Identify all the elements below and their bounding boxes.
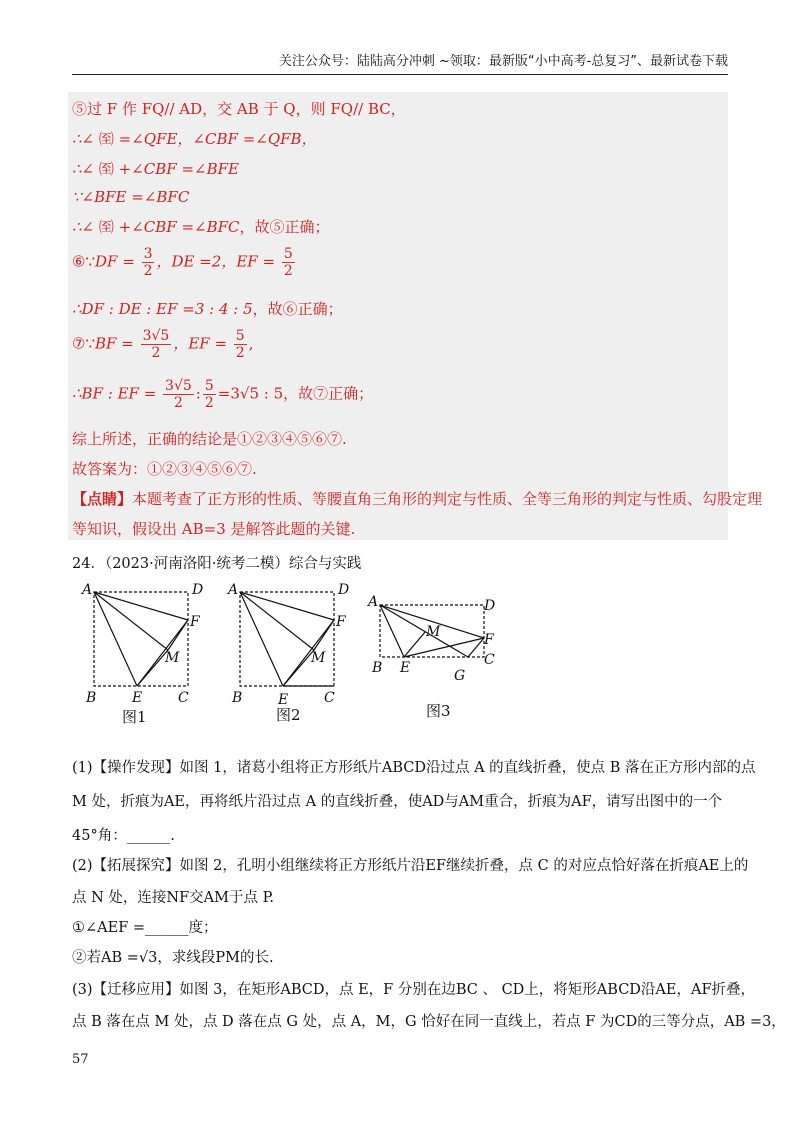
fraction-3r5-2: $\frac{3√5}{2}$ [142, 328, 170, 361]
solution-line-1: ⑤过 F 作 FQ// AD，交 AB 于 Q，则 FQ// BC， [72, 100, 406, 118]
fig3-label-m: M [426, 624, 441, 640]
fig1-label-d: D [192, 582, 204, 598]
fig2-label-c: C [324, 690, 335, 706]
fig2-line-af [240, 592, 334, 620]
fig2-line-am [240, 592, 314, 650]
solution-line-2: ∴∠ ㉃ =∠QFE，∠CBF =∠QFB， [72, 130, 317, 148]
fig2-label-b: B [232, 690, 243, 706]
question-p1a: (1)【操作发现】如图 1，诸葛小组将正方形纸片ABCD沿过点 A 的直线折叠，使点 B 落在正方形内部的点 [72, 760, 756, 776]
question-p1b: M 处，折痕为AE，再将纸片沿过点 A 的直线折叠，使AD与AM重合，折痕为AF，请写出图中的一个 [72, 794, 723, 810]
question-p2c: ①∠AEF =______度； [72, 920, 218, 936]
question-p1c: 45°角：______. [72, 828, 175, 844]
fig2-label-f: F [336, 614, 346, 630]
solution-line-11: 故答案为：①②③④⑤⑥⑦. [72, 460, 257, 478]
solution-line-3: ∴∠ ㉃ +∠CBF =∠BFE [72, 160, 240, 178]
fraction-5-2: $\frac{5}{2}$ [283, 246, 293, 279]
fig3-label-b: B [372, 660, 383, 676]
fig1-line-af [94, 592, 188, 620]
solution-line-12: 【点睛】本题考查了正方形的性质、等腰直角三角形的判定与性质、全等三角形的判定与性质、勾股定理 [72, 490, 763, 508]
question-p2d: ②若AB =√3，求线段PM的长. [72, 950, 274, 966]
fig1-label-e: E [132, 690, 143, 706]
fig2-label-m: M [311, 650, 326, 666]
fig3-label-f: F [484, 632, 494, 648]
solution-line-9: ∴BF : EF = $\frac{3√5}{2}$ : $\frac{5}{2}$ =3√5 : 5，故⑦正确； [72, 378, 374, 411]
fig3-line-ag [380, 605, 468, 657]
fig3-label-c: C [484, 652, 495, 668]
page-header: 关注公众号：陆陆高分冲刺 ~领取：最新版“小中高考-总复习”、最新试卷下载 [72, 52, 728, 75]
fig1-label-c: C [178, 690, 189, 706]
fig3-label-e: E [400, 660, 411, 676]
fig2-line-ae [240, 592, 283, 686]
fig1-line-ef [137, 620, 188, 686]
question-p2b: 点 N 处，连接NF交AM于点 P. [72, 890, 275, 906]
solution-line-5: ∴∠ ㉃ +∠CBF =∠BFC，故⑤正确； [72, 218, 330, 236]
fig3-label-g: G [454, 668, 466, 684]
fig1-label-f: F [190, 614, 200, 630]
question-title: 24．（2023·河南洛阳·统考二模）综合与实践 [72, 556, 362, 572]
fig2-line-ef [283, 620, 334, 686]
fig3-line-ae [380, 605, 404, 657]
fig1-label-m: M [165, 650, 180, 666]
solution-line-4: ∵∠BFE =∠BFC [72, 188, 190, 206]
fig1-label-b: B [86, 690, 97, 706]
question-p2a: (2)【拓展探究】如图 2，孔明小组继续将正方形纸片沿EF继续折叠，点 C 的对应点恰好落在折痕AE上的 [72, 858, 749, 874]
solution-line-8: ⑦∵BF = $\frac{3√5}{2}$ ，EF = $\frac{5}{2}$ , [72, 328, 254, 361]
fig3-caption: 图3 [426, 702, 451, 720]
fig2-label-d: D [338, 582, 350, 598]
fig3-label-d: D [484, 598, 496, 614]
question-p3b: 点 B 落在点 M 处，点 D 落在点 G 处，点 A，M，G 恰好在同一直线上，若点 F 为CD的三等分点，AB =3， [72, 1014, 786, 1030]
fig3-line-ef [404, 638, 484, 657]
fig2-label-e: E [278, 692, 289, 708]
solution-line-13: 等知识，假设出 AB=3 是解答此题的关键. [72, 520, 356, 538]
fig2-label-a: A [228, 582, 239, 598]
solution-line-10: 综上所述，正确的结论是①②③④⑤⑥⑦. [72, 430, 347, 448]
fraction-3-2: $\frac{3}{2}$ [143, 246, 153, 279]
figures-svg [80, 580, 520, 710]
fraction-5-2b: $\frac{5}{2}$ [235, 328, 245, 361]
solution-line-6: ⑥∵DF = $\frac{3}{2}$ ，DE =2，EF = $\frac{5}{2}$ [72, 246, 293, 279]
fig2-caption: 图2 [276, 706, 301, 724]
figure-1 [94, 592, 188, 686]
fig1-line-ae [94, 592, 137, 686]
fig1-line-am [94, 592, 168, 650]
fig3-label-a: A [368, 594, 379, 610]
solution-line-7: ∴DF : DE : EF =3 : 4 : 5，故⑥正确； [72, 300, 343, 318]
page-number: 57 [72, 1052, 89, 1067]
fig1-caption: 图1 [122, 708, 147, 726]
question-p3a: (3)【迁移应用】如图 3，在矩形ABCD，点 E，F 分别在边BC 、 CD上，将矩形ABCD沿AE，AF折叠， [72, 982, 756, 998]
fig1-label-a: A [82, 582, 93, 598]
figure-2 [240, 592, 334, 686]
